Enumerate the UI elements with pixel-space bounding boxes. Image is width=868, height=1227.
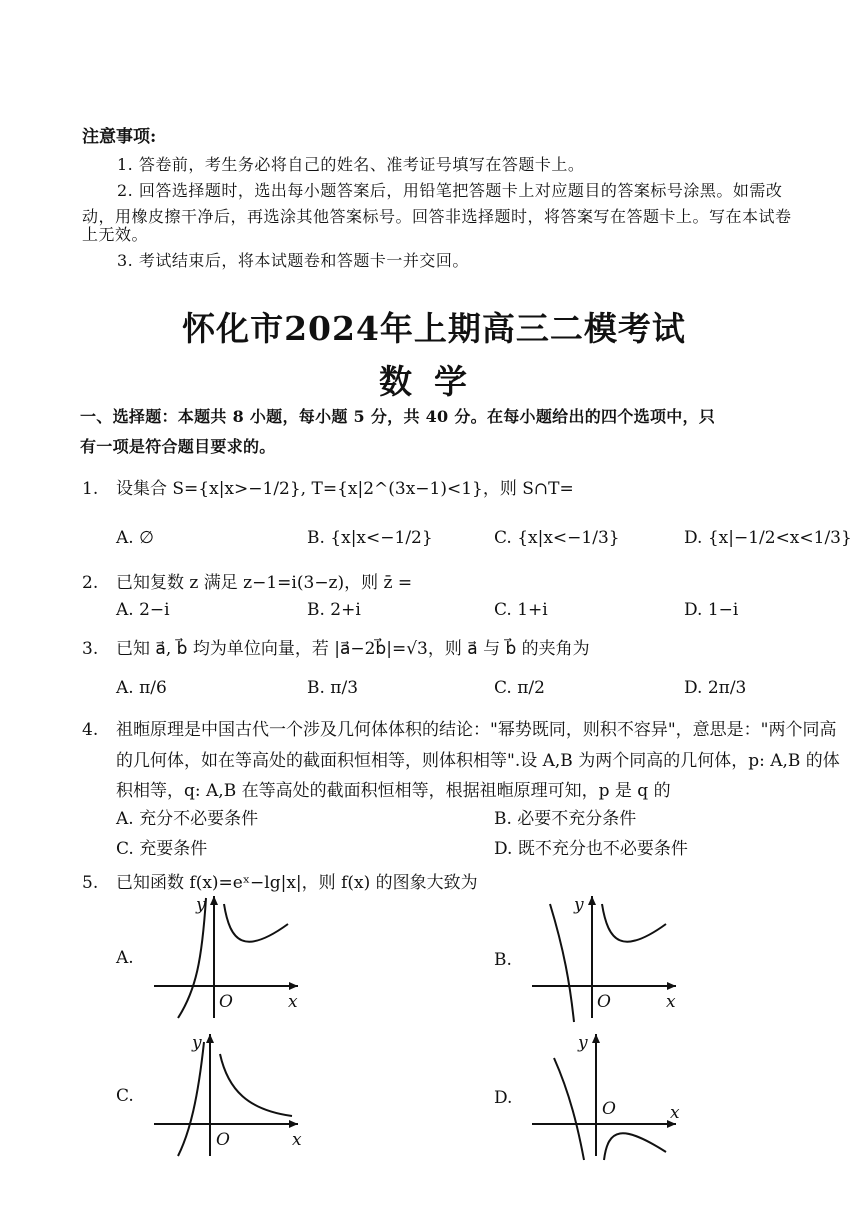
graph-d xyxy=(526,1028,686,1163)
question-3 xyxy=(82,634,590,659)
question-number: 2. xyxy=(82,573,99,593)
y-label: y xyxy=(578,1033,588,1053)
section-1-heading-cont: 有一项是符合题目要求的。 xyxy=(80,437,276,456)
origin-label: O xyxy=(597,992,611,1012)
question-stem: 已知函数 f(x)=eˣ−lg|x|，则 f(x) 的图象大致为 xyxy=(116,873,478,893)
q1-option-a: A. ∅ xyxy=(116,528,154,548)
q4-option-b: B. 必要不充分条件 xyxy=(494,809,637,829)
graph-b-label: B. xyxy=(494,950,512,970)
y-axis-arrow xyxy=(588,896,596,905)
graph-a-label: A. xyxy=(116,948,134,968)
question-number: 4. xyxy=(82,720,99,740)
q4-option-c: C. 充要条件 xyxy=(116,839,208,859)
y-label: y xyxy=(574,895,584,915)
x-label: x xyxy=(292,1130,302,1150)
question-4-line-3: 积相等，q: A,B 在等高处的截面积恒相等，根据祖暅原理可知，p 是 q 的 xyxy=(116,781,671,801)
origin-label: O xyxy=(216,1130,230,1150)
curve-right xyxy=(602,904,666,942)
q1-option-d: D. {x|−1/2<x<1/3} xyxy=(684,528,852,548)
question-number: 3. xyxy=(82,639,99,659)
notice-heading: 注意事项: xyxy=(82,127,157,147)
q4-option-d: D. 既不充分也不必要条件 xyxy=(494,839,688,859)
x-axis-arrow xyxy=(667,982,676,990)
question-4 xyxy=(82,715,836,740)
curve-right xyxy=(224,904,288,942)
x-axis-arrow xyxy=(289,982,298,990)
curve-left xyxy=(178,1042,204,1156)
q3-option-a: A. π/6 xyxy=(116,678,167,698)
question-1 xyxy=(82,474,574,499)
q3-option-d: D. 2π/3 xyxy=(684,678,747,698)
question-stem: 设集合 S={x|x>−1/2}, T={x|2^(3x−1)<1}，则 S∩T= xyxy=(116,479,574,499)
q3-option-c: C. π/2 xyxy=(494,678,545,698)
y-axis-arrow xyxy=(592,1034,600,1043)
q2-option-d: D. 1−i xyxy=(684,600,739,620)
q2-option-b: B. 2+i xyxy=(307,600,361,620)
question-stem: 已知 a⃗, b⃗ 均为单位向量，若 |a⃗−2b⃗|=√3，则 a⃗ 与 b⃗ 的夹角为 xyxy=(116,639,590,659)
curve-left xyxy=(554,1058,584,1160)
y-label: y xyxy=(196,895,206,915)
x-label: x xyxy=(288,992,298,1012)
curve-left xyxy=(178,898,206,1018)
curve-right xyxy=(220,1054,292,1116)
origin-label: O xyxy=(219,992,233,1012)
y-label: y xyxy=(192,1033,202,1053)
q1-option-b: B. {x|x<−1/2} xyxy=(307,528,433,548)
notice-item-2: 2. 回答选择题时，选出每小题答案后，用铅笔把答题卡上对应题目的答案标号涂黑。如需改 xyxy=(117,181,783,200)
subject-title: 数学 xyxy=(379,362,489,401)
section-1-heading: 一、选择题：本题共 8 小题，每小题 5 分，共 40 分。在每小题给出的四个选项中，只 xyxy=(80,407,716,426)
notice-item-2-end: 上无效。 xyxy=(82,225,149,244)
origin-label: O xyxy=(602,1099,616,1119)
q2-option-c: C. 1+i xyxy=(494,600,548,620)
graph-a xyxy=(148,890,308,1025)
curve-right xyxy=(604,1133,666,1160)
question-stem-line-1: 祖暅原理是中国古代一个涉及几何体体积的结论："幂势既同，则积不容异"，意思是："两个同高 xyxy=(116,720,837,740)
y-axis-arrow xyxy=(206,1034,214,1043)
notice-item-2-cont: 动，用橡皮擦干净后，再选涂其他答案标号。回答非选择题时，将答案写在答题卡上。写在本试卷 xyxy=(82,207,792,226)
q1-option-c: C. {x|x<−1/3} xyxy=(494,528,620,548)
y-axis-arrow xyxy=(210,896,218,905)
exam-title: 怀化市2024年上期高三二模考试 xyxy=(182,309,686,348)
graph-c-label: C. xyxy=(116,1086,134,1106)
graph-d-label: D. xyxy=(494,1088,513,1108)
graph-b xyxy=(526,890,686,1025)
x-label: x xyxy=(666,992,676,1012)
q2-option-a: A. 2−i xyxy=(116,600,170,620)
q3-option-b: B. π/3 xyxy=(307,678,359,698)
question-stem: 已知复数 z 满足 z−1=i(3−z)，则 z̄ = xyxy=(116,573,413,593)
question-4-line-2: 的几何体，如在等高处的截面积恒相等，则体积相等".设 A,B 为两个同高的几何体，p: A,B 的体 xyxy=(116,751,840,771)
question-number: 1. xyxy=(82,479,99,499)
question-number: 5. xyxy=(82,873,99,893)
x-label: x xyxy=(670,1103,680,1123)
notice-item-1: 1. 答卷前，考生务必将自己的姓名、准考证号填写在答题卡上。 xyxy=(117,155,585,174)
x-axis-arrow xyxy=(289,1120,298,1128)
question-2 xyxy=(82,568,412,593)
q4-option-a: A. 充分不必要条件 xyxy=(116,809,259,829)
curve-left xyxy=(550,904,574,1022)
graph-c xyxy=(148,1028,308,1163)
notice-item-3: 3. 考试结束后，将本试题卷和答题卡一并交回。 xyxy=(117,251,469,270)
